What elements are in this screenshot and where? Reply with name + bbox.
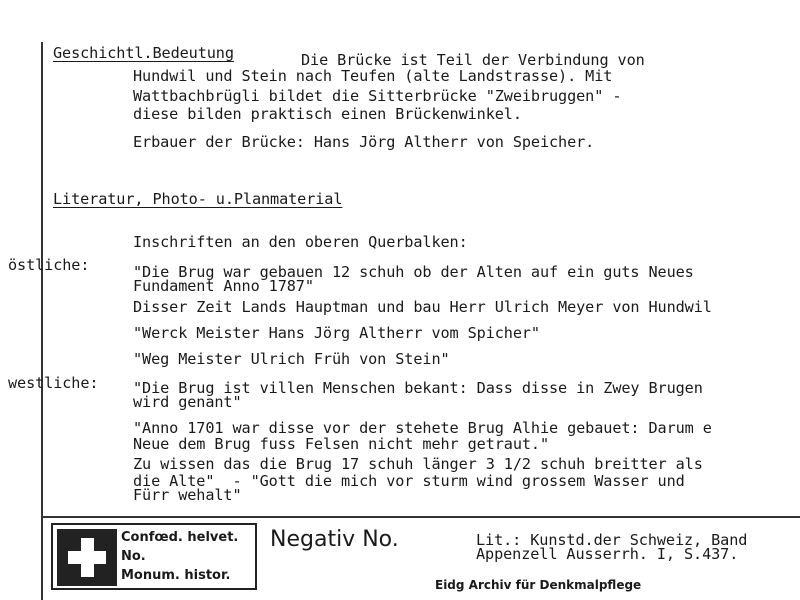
- history-line: Die Brücke ist Teil der Verbindung von: [301, 51, 645, 69]
- east-label: östliche:: [8, 256, 90, 274]
- east-line: Fundament Anno 1787": [133, 277, 314, 295]
- footer-divider: [41, 516, 800, 518]
- history-line: Hundwil und Stein nach Teufen (alte Landstrasse). Mit: [133, 67, 613, 85]
- west-line: wird genant": [133, 393, 242, 411]
- inscriptions-intro: Inschriften an den oberen Querbalken:: [133, 233, 468, 251]
- builder-line: Erbauer der Brücke: Hans Jörg Altherr von Speicher.: [133, 133, 595, 151]
- west-line: Zu wissen das die Brug 17 schuh länger 3 1/2 schuh breitter als: [133, 455, 703, 473]
- stamp-line: Confœd. helvet.: [121, 530, 239, 545]
- stamp-line: No.: [121, 549, 146, 564]
- history-line: Wattbachbrügli bildet die Sitterbrücke "Zweibruggen" -: [133, 87, 622, 105]
- west-line: "Anno 1701 war disse vor der stehete Brug Alhie gebauet: Darum e: [133, 419, 712, 437]
- lit-line: Appenzell Ausserrh. I, S.437.: [476, 545, 739, 563]
- east-line: Disser Zeit Lands Hauptman und bau Herr Ulrich Meyer von Hundwil: [133, 298, 712, 316]
- negativ-label: Negativ No.: [270, 527, 399, 552]
- monument-stamp: [51, 523, 257, 590]
- literature-heading: Literatur, Photo- u.Planmaterial: [53, 190, 343, 208]
- west-line: die Alte" - "Gott die mich vor sturm wind grossem Wasser und: [133, 472, 685, 490]
- swiss-cross-icon: [57, 529, 117, 586]
- lit-line: Lit.: Kunstd.der Schweiz, Band: [476, 531, 748, 549]
- history-line: diese bilden praktisch einen Brückenwinkel.: [133, 105, 522, 123]
- stamp-line: Monum. histor.: [121, 568, 231, 583]
- east-line: "Werck Meister Hans Jörg Altherr vom Spicher": [133, 324, 540, 342]
- west-line: Fürr wehalt": [133, 486, 242, 504]
- archive-label: Eidg Archiv für Denkmalpflege: [435, 578, 642, 592]
- west-line: "Die Brug ist villen Menschen bekant: Dass disse in Zwey Brugen: [133, 379, 703, 397]
- east-line: "Die Brug war gebauen 12 schuh ob der Alten auf ein guts Neues: [133, 263, 694, 281]
- history-heading: Geschichtl.Bedeutung: [53, 44, 234, 62]
- west-line: Neue dem Brug fuss Felsen nicht mehr getraut.": [133, 435, 550, 453]
- east-line: "Weg Meister Ulrich Früh von Stein": [133, 350, 450, 368]
- west-label: westliche:: [8, 374, 99, 392]
